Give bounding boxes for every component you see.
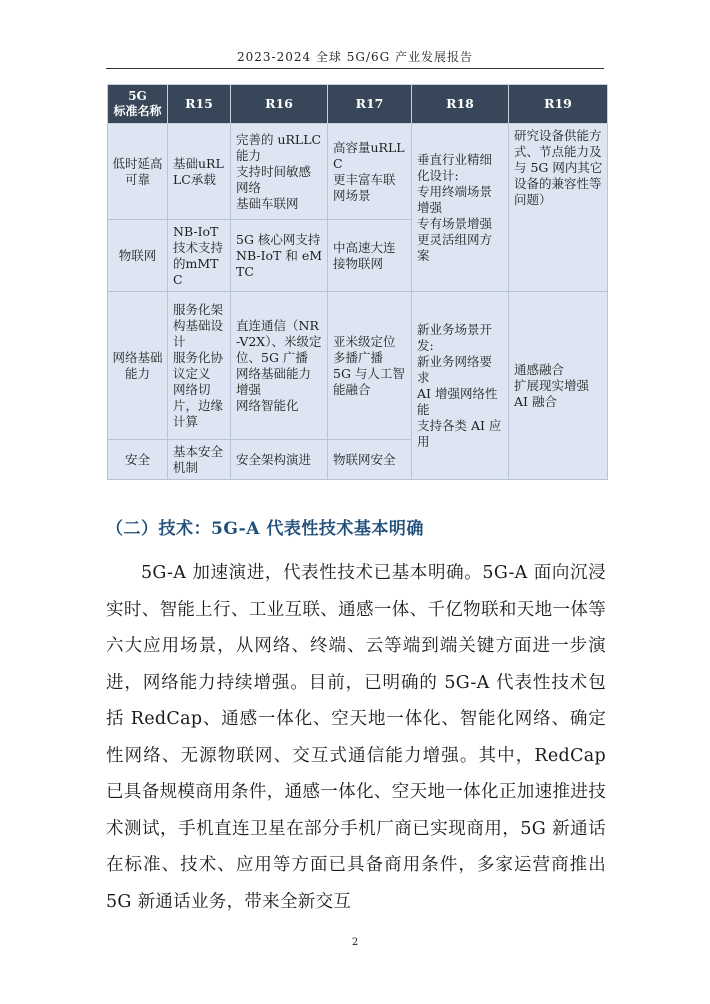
cell-iot-r15: NB-IoT 技术支持的mMTC xyxy=(168,220,231,292)
row-label-low-latency: 低时延高可靠 xyxy=(108,124,168,220)
table-row xyxy=(108,124,608,220)
cell-low-latency-r15: 基础uRLLC承载 xyxy=(168,124,231,220)
running-header: 2023-2024 全球 5G/6G 产业发展报告 xyxy=(236,50,474,64)
page-number: 2 xyxy=(351,937,359,948)
cell-network-r16: 直连通信（NR-V2X）、米级定位、5G 广播 网络基础能力增强 网络智能化 xyxy=(231,292,328,440)
cell-security-r15: 基本安全机制 xyxy=(168,440,231,480)
column-header-r18: R18 xyxy=(412,85,509,124)
column-header-r17: R17 xyxy=(328,85,412,124)
cell-r19-research: 研究设备供能方式、节点能力及与 5G 网内其它设备的兼容性等问题） xyxy=(509,124,608,292)
cell-security-r16: 安全架构演进 xyxy=(231,440,328,480)
table-header-row xyxy=(108,85,608,124)
column-header-r16: R16 xyxy=(231,85,328,124)
row-label-iot: 物联网 xyxy=(108,220,168,292)
body-paragraph: 5G-A 加速演进，代表性技术已基本明确。5G-A 面向沉浸实时、智能上行、工业互联、通感一体、千亿物联和天地一体等六大应用场景，从网络、终端、云等端到端关键方面进一步演进，网络能力持续增强。目前，已明确的 5G-A 代表性技术包括 RedCap、通感一体化、空天地一体化、智能化网络、确定性网络、无源物联网、交互式通信能力增强。其中，RedCap 已具备规模商用条件，通感一体化、空天地一体化正加速推进技术测试，手机直连卫星在部分手机厂商已实现商用，5G 新通话在标准、技术、应用等方面已具备商用条件，多家运营商推出 5G 新通话业务，带来全新交互 xyxy=(106,563,606,912)
cell-iot-r16: 5G 核心网支持 NB-IoT 和 eMTC xyxy=(231,220,328,292)
section-heading: （二）技术：5G-A 代表性技术基本明确 xyxy=(106,519,424,539)
cell-low-latency-r17: 高容量uRLLC 更丰富车联网场景 xyxy=(328,124,412,220)
cell-r18-vertical: 垂直行业精细化设计: 专用终端场景增强 专有场景增强 更灵活组网方案 xyxy=(412,124,509,292)
cell-network-r15: 服务化架构基础设计 服务化协议定义 网络切片，边缘计算 xyxy=(168,292,231,440)
cell-low-latency-r16: 完善的 uRLLC 能力 支持时间敏感网络 基础车联网 xyxy=(231,124,328,220)
column-header-standard-name: 5G 标准名称 xyxy=(108,85,168,124)
cell-security-r17: 物联网安全 xyxy=(328,440,412,480)
column-header-r19: R19 xyxy=(509,85,608,124)
row-label-network: 网络基础能力 xyxy=(108,292,168,440)
cell-r18-new-business: 新业务场景开发: 新业务网络要求 AI 增强网络性能 支持各类 AI 应用 xyxy=(412,292,509,480)
cell-network-r17: 亚米级定位 多播广播 5G 与人工智能融合 xyxy=(328,292,412,440)
header-rule xyxy=(106,68,604,69)
table-row xyxy=(108,292,608,440)
column-header-r15: R15 xyxy=(168,85,231,124)
cell-iot-r17: 中高速大连接物联网 xyxy=(328,220,412,292)
5g-standards-table xyxy=(107,84,608,480)
row-label-security: 安全 xyxy=(108,440,168,480)
cell-r19-fusion: 通感融合 扩展现实增强 AI 融合 xyxy=(509,292,608,480)
